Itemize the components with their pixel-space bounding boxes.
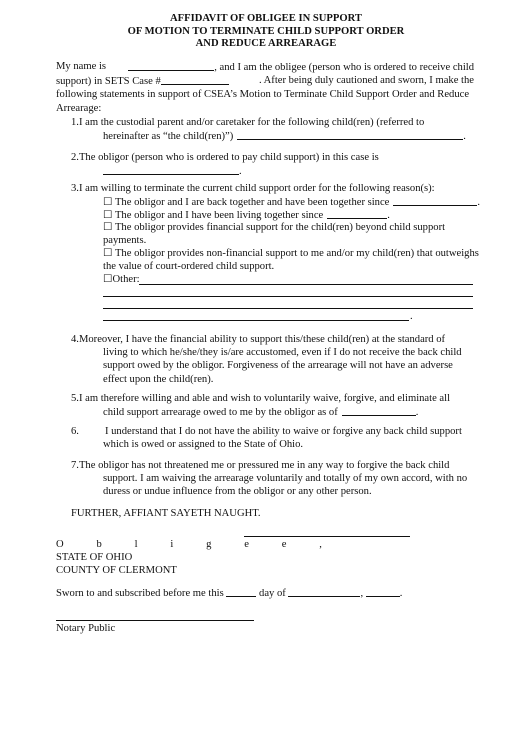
statement-4-line-2 <box>71 346 474 359</box>
title-line-3: AND REDUCE ARREARAGE <box>195 38 337 50</box>
obligee-letter: O <box>56 539 64 550</box>
intro-line-4: Arrearage: <box>56 102 102 114</box>
other-reason-line-2[interactable] <box>103 296 473 297</box>
statement-5 <box>71 392 474 419</box>
back-together-date-blank[interactable] <box>393 195 477 206</box>
obligee-label <box>56 538 322 551</box>
option-financial-support-line-1: ☐ The obligor provides financial support for the child(ren) beyond child support <box>103 222 446 233</box>
other-reason-line-3[interactable] <box>103 308 473 309</box>
name-blank[interactable] <box>128 60 214 71</box>
sworn-year-blank[interactable] <box>366 586 400 597</box>
statement-7 <box>71 459 474 499</box>
sworn-comma: , <box>360 588 364 599</box>
statement-3 <box>71 182 474 195</box>
option-financial-support-line-2: payments. <box>103 235 147 247</box>
statement-1-number: 1. <box>71 117 79 128</box>
title-line-1: AFFIDAVIT OF OBLIGEE IN SUPPORT <box>170 13 362 24</box>
statement-4-line-3: support owed by the obligor. Forgiveness of the arrearage will not have an adverse <box>103 360 453 372</box>
statement-4-number: 4. <box>71 334 79 345</box>
sworn-day-blank[interactable] <box>226 586 256 597</box>
statement-5-number: 5. <box>71 393 79 404</box>
statement-5-line-2: child support arrearage owed to me by the obligor as of <box>103 407 338 419</box>
intro-my-name-is: My name is <box>56 61 107 72</box>
obligee-letter: g <box>206 539 212 550</box>
option-living-together-label: ☐ The obligor and I have been living together since <box>103 210 324 221</box>
statement-5-end: . <box>415 407 419 419</box>
sworn-statement <box>56 586 402 600</box>
statement-7-line-1: The obligor has not threatened me or pressured me in any way to forgive the back child <box>78 460 450 471</box>
title-line-2: OF MOTION TO TERMINATE CHILD SUPPORT ORDER <box>127 25 405 37</box>
intro-after-sworn: . After being duly cautioned and sworn, I make the <box>258 75 474 87</box>
option-back-together-dot: . <box>477 197 481 208</box>
other-reason-line-1[interactable] <box>139 284 473 285</box>
intro-line-3: following statements in support of CSEA’s Motion to Terminate Child Support Order and Reduce <box>56 89 470 101</box>
notary-signature-line[interactable] <box>56 620 254 621</box>
document-title <box>56 13 476 51</box>
obligee-letter: l <box>134 539 138 550</box>
statement-2-end: . <box>239 166 242 178</box>
option-living-together-dot: . <box>387 210 390 221</box>
intro-line-2 <box>56 74 474 88</box>
statement-3-number: 3. <box>71 183 79 194</box>
statement-7-line-2: support. I am waiving the arrearage voluntarily and totally of my own accord, with no <box>103 473 468 485</box>
obligee-letter: b <box>96 539 102 550</box>
obligee-letter: e <box>281 539 287 550</box>
statement-4-line-1: Moreover, I have the financial ability to support this/these child(ren) at the standard of <box>78 334 446 345</box>
further-affiant-statement: FURTHER, AFFIANT SAYETH NAUGHT. <box>71 508 261 519</box>
option-non-financial-support[interactable] <box>103 247 479 273</box>
statement-2 <box>71 151 474 178</box>
sworn-month-blank[interactable] <box>288 586 360 597</box>
option-back-together-label: ☐ The obligor and I are back together and have been together since <box>103 197 390 208</box>
county-label: COUNTY OF CLERMONT <box>56 565 177 576</box>
other-reason-line-4[interactable] <box>103 320 409 321</box>
obligor-name-blank[interactable] <box>103 164 239 175</box>
intro-line-1 <box>56 60 474 74</box>
obligee-letter: e <box>244 539 249 550</box>
intro-and-i-am: , and I am the obligee (person who is ordered to receive child <box>214 62 474 73</box>
statement-2-line-1: The obligor (person who is ordered to pay child support) in this case is <box>78 152 379 163</box>
statement-6-line-2: which is owed or assigned to the State of Ohio. <box>103 439 304 451</box>
other-reason-dot: . <box>410 311 413 322</box>
obligee-letter: , <box>319 539 322 550</box>
statement-4-line-2-text: living to which he/she/they is/are accustomed, even if I do not receive the back child <box>103 347 462 359</box>
obligee-signature-line[interactable] <box>244 536 410 537</box>
statement-6-number: 6. <box>71 426 79 437</box>
notary-public-label: Notary Public <box>56 623 116 634</box>
statement-3-line-1: I am willing to terminate the current child support order for the following reason(s): <box>78 183 435 194</box>
option-other-label: ☐Other: <box>103 274 140 285</box>
intro-paragraph <box>56 60 474 115</box>
obligee-letter: i <box>170 539 174 550</box>
statement-1-line-2: hereinafter as “the child(ren)”) <box>103 131 234 143</box>
sets-case-blank[interactable] <box>161 74 229 85</box>
statement-6 <box>71 425 474 451</box>
living-together-date-blank[interactable] <box>327 208 387 219</box>
statement-1 <box>71 116 474 143</box>
statement-2-number: 2. <box>71 152 79 163</box>
children-names-blank[interactable] <box>237 129 463 140</box>
arrearage-date-blank[interactable] <box>342 405 416 416</box>
statement-1-line-1: I am the custodial parent and/or caretaker for the following child(ren) (referred to <box>78 117 425 128</box>
option-non-financial-line-1: ☐ The obligor provides non-financial support to me and/or my child(ren) that outweighs <box>103 248 479 259</box>
sworn-day-of: day of <box>259 588 286 599</box>
statement-1-end: . <box>463 131 466 143</box>
statement-7-line-3: duress or undue influence from the obligor or any other person. <box>103 486 372 498</box>
statement-7-number: 7. <box>71 460 79 471</box>
intro-support-in-sets: support) in SETS Case # <box>56 76 161 88</box>
statement-5-line-1: I am therefore willing and able and wish to voluntarily waive, forgive, and eliminate all <box>78 393 451 404</box>
statement-6-line-1: I understand that I do not have the ability to waive or forgive any back child support <box>104 426 462 437</box>
statement-4 <box>71 333 474 386</box>
sworn-text: Sworn to and subscribed before me this <box>56 588 224 599</box>
statement-4-line-4: effect upon the child(ren). <box>103 373 214 385</box>
sworn-end: . <box>399 588 403 599</box>
state-label: STATE OF OHIO <box>56 552 133 563</box>
option-non-financial-line-2: the value of court-ordered child support. <box>103 261 275 273</box>
option-financial-support[interactable] <box>103 221 474 247</box>
